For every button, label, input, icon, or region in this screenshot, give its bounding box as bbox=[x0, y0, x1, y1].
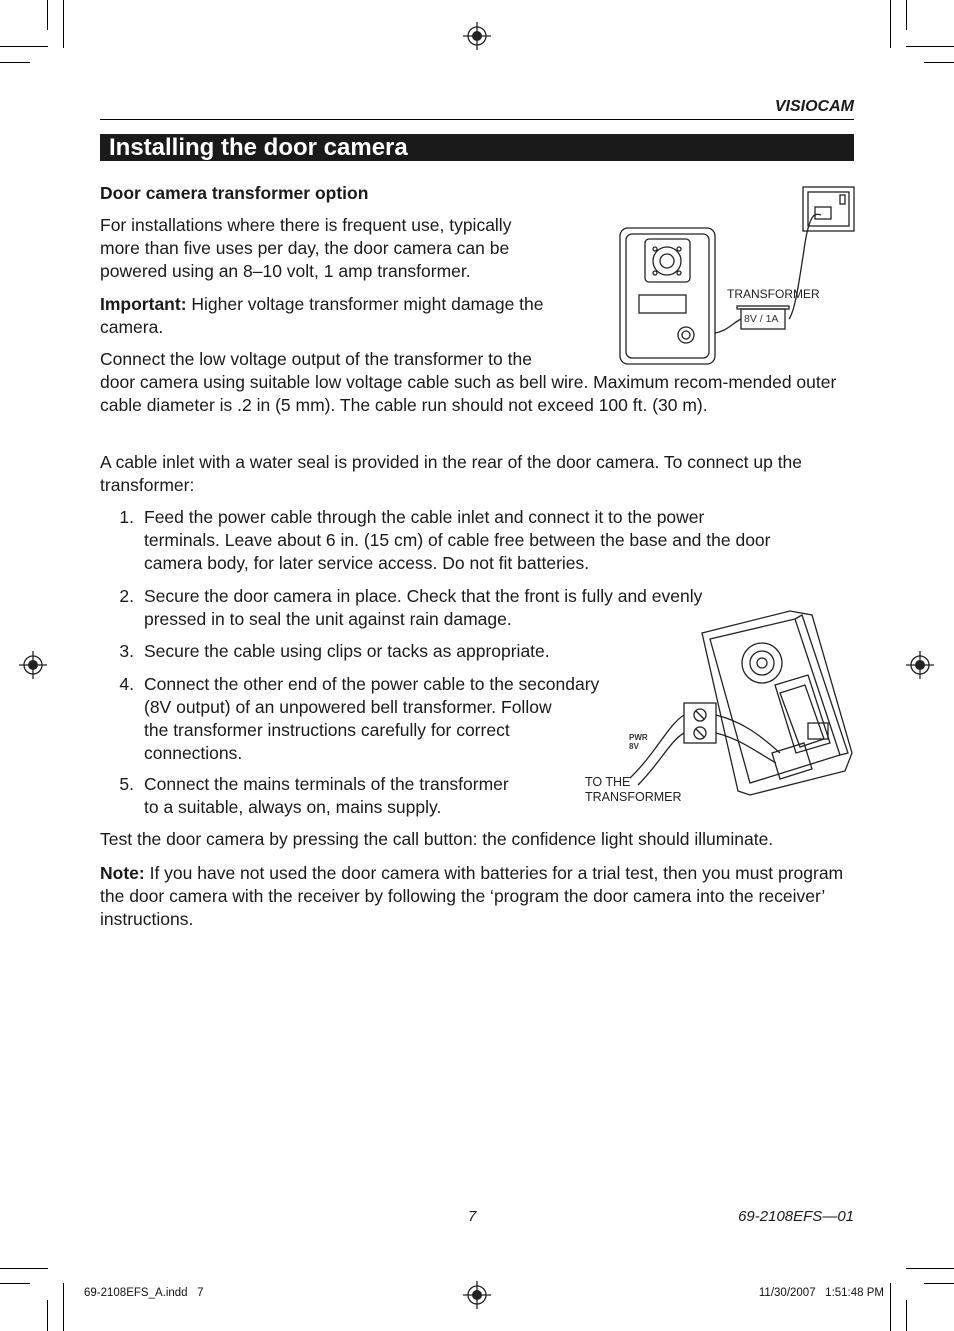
terminal-label bbox=[629, 733, 648, 751]
text-line: Secure the door camera in place. Check that the front is fully and evenly bbox=[144, 586, 703, 606]
camera-rear-illustration bbox=[590, 603, 860, 803]
step-number: 2. bbox=[119, 586, 134, 606]
step-number: 1. bbox=[119, 507, 134, 527]
subheading: Door camera transformer option bbox=[100, 183, 369, 203]
crop-mark bbox=[0, 1268, 48, 1269]
text-line: 8V bbox=[629, 742, 639, 751]
crop-mark bbox=[47, 1300, 48, 1331]
crop-mark bbox=[906, 0, 907, 30]
important-label: Important: bbox=[100, 294, 187, 314]
text-line: Connect the mains terminals of the transformer bbox=[144, 774, 509, 794]
header-rule bbox=[100, 119, 854, 120]
important-paragraph bbox=[100, 293, 610, 339]
slug-timestamp: 11/30/2007 1:51:48 PM bbox=[758, 1287, 884, 1299]
crop-mark bbox=[0, 62, 30, 63]
section-title-bar bbox=[100, 134, 854, 161]
text-line: PWR bbox=[629, 733, 648, 742]
text-line: Secure the cable using clips or tacks as appropriate. bbox=[144, 641, 550, 661]
registration-mark-icon bbox=[463, 22, 491, 50]
text-line: TO THE bbox=[585, 775, 631, 789]
camera-transformer-illustration bbox=[615, 183, 860, 368]
crop-mark bbox=[906, 1268, 954, 1269]
text-line: the transformer instructions carefully for correct bbox=[144, 720, 510, 740]
crop-mark bbox=[924, 62, 954, 63]
crop-mark bbox=[906, 46, 954, 47]
crop-mark bbox=[0, 1283, 30, 1284]
text-line: Feed the power cable through the cable inlet and connect it to the power bbox=[144, 507, 705, 527]
text-line: Connect the other end of the power cable to the secondary bbox=[144, 674, 600, 694]
transformer-rating: 8V / 1A bbox=[744, 313, 779, 325]
crop-mark bbox=[924, 1283, 954, 1284]
crop-mark bbox=[63, 1283, 64, 1331]
step-number: 5. bbox=[119, 774, 134, 794]
text-line: pressed in to seal the unit against rain damage. bbox=[144, 609, 512, 629]
text-line: TRANSFORMER bbox=[585, 790, 682, 804]
brand-header: VISIOCAM bbox=[774, 98, 854, 115]
crop-mark bbox=[890, 1283, 891, 1331]
text-line: powered using an 8–10 volt, 1 amp transformer. bbox=[100, 261, 471, 281]
crop-mark bbox=[63, 0, 64, 48]
registration-mark-icon bbox=[19, 651, 47, 679]
section-title: Installing the door camera bbox=[109, 134, 408, 161]
intro-paragraph bbox=[100, 214, 610, 283]
page-number: 7 bbox=[468, 1208, 477, 1225]
crop-mark bbox=[890, 0, 891, 48]
slug-file: 69-2108EFS_A.indd 7 bbox=[84, 1287, 204, 1299]
text-line: For installations where there is frequent use, typically bbox=[100, 215, 512, 235]
text-line: more than five uses per day, the door camera can be bbox=[100, 238, 510, 258]
text-line: terminals. Leave about 6 in. (15 cm) of cable free between the base and the door bbox=[144, 530, 771, 550]
transformer-label: TRANSFORMER bbox=[727, 287, 820, 301]
text-line: connections. bbox=[144, 743, 243, 763]
text-line: camera body, for later service access. Do not fit batteries. bbox=[144, 553, 590, 573]
crop-mark bbox=[906, 1300, 907, 1331]
note-text: If you have not used the door camera with batteries for a trial test, then you must program the door camera with the receiver by following the ‘program the door camera into the receiver’ instructions. bbox=[100, 863, 844, 929]
registration-mark-icon bbox=[463, 1281, 491, 1309]
text-line: Connect the low voltage output of the transformer to the bbox=[100, 349, 532, 369]
text-block: door camera using suitable low voltage cable such as bell wire. Maximum recom-mended outer cable diameter is .2 in (5 mm). The cable run should not exceed 100 ft. (30 m). bbox=[100, 372, 837, 415]
note-label: Note: bbox=[100, 863, 145, 883]
note-paragraph bbox=[100, 862, 854, 931]
step-number: 3. bbox=[119, 641, 134, 661]
crop-mark bbox=[0, 46, 48, 47]
crop-mark bbox=[47, 0, 48, 30]
text-line: camera. bbox=[100, 317, 164, 337]
text-line: (8V output) of an unpowered bell transformer. Follow bbox=[144, 697, 552, 717]
test-paragraph: Test the door camera by pressing the call button: the confidence light should illuminate. bbox=[100, 829, 774, 849]
step-number: 4. bbox=[119, 674, 134, 694]
text-line: to a suitable, always on, mains supply. bbox=[144, 797, 442, 817]
doc-code: 69-2108EFS—01 bbox=[738, 1208, 854, 1225]
text-line: Higher voltage transformer might damage the bbox=[186, 294, 544, 314]
registration-mark-icon bbox=[906, 651, 934, 679]
to-transformer-label bbox=[585, 775, 682, 805]
inlet-paragraph: A cable inlet with a water seal is provided in the rear of the door camera. To connect up the transformer: bbox=[100, 452, 803, 495]
